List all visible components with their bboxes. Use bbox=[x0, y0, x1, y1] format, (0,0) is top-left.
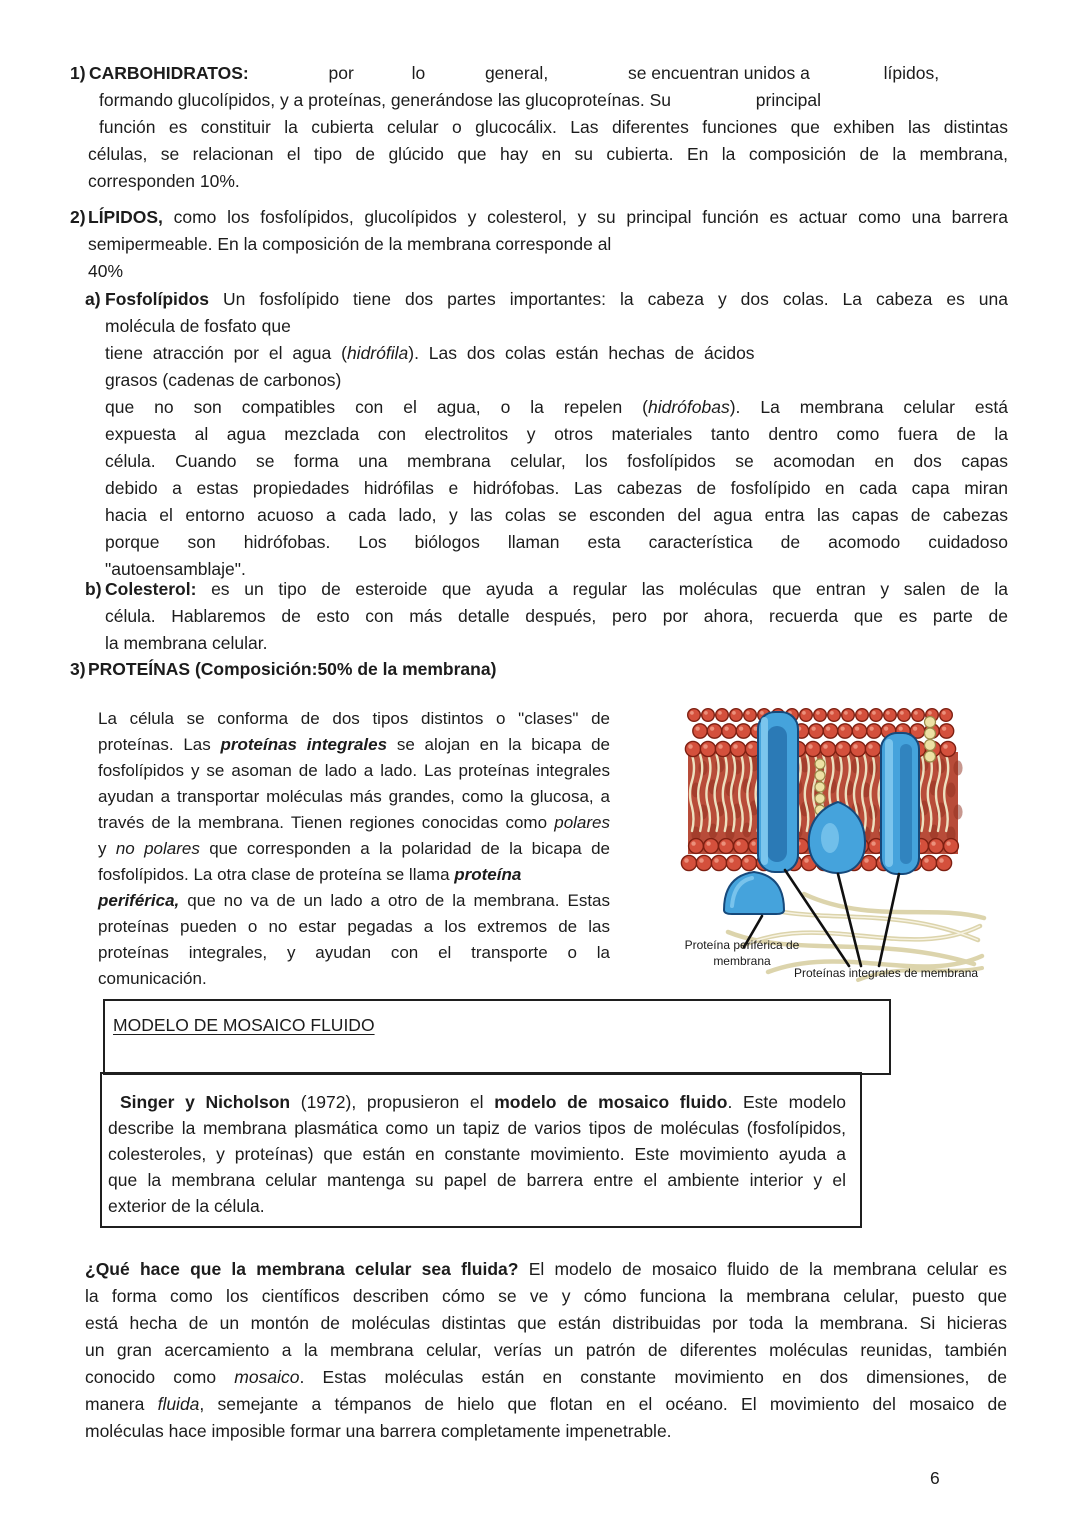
text-line: está hecha de un montón de moléculas distintas que están distribuidas por toda la membrana. Si hicieras bbox=[85, 1313, 1007, 1333]
text-line: semipermeable. En la composición de la membrana corresponde al bbox=[88, 234, 612, 254]
text-line: células, se relacionan el tipo de glúcido que hay en su cubierta. En la composición de la membrana, bbox=[88, 144, 1008, 164]
text-line: manera fluida, semejante a témpanos de hielo que flotan en el océano. El movimiento del mosaico de bbox=[85, 1394, 1007, 1414]
text-line: célula. Hablaremos de esto con más detalle después, pero por ahora, recuerda que es parte de bbox=[105, 606, 1008, 626]
text-line: tiene atracción por el agua (hidrófila). Las dos colas están hechas de ácidos bbox=[105, 343, 755, 363]
text-line: través de la membrana. Tienen regiones conocidas como polares bbox=[98, 813, 610, 832]
text-line: 40% bbox=[88, 261, 124, 281]
text-line: corresponden 10%. bbox=[88, 171, 240, 191]
text-line: la membrana celular. bbox=[105, 633, 268, 653]
list-marker: 2) bbox=[70, 207, 86, 227]
singer-nicholson-box bbox=[100, 1072, 862, 1228]
text-line: periférica, que no va de un lado a otro de la membrana. Estas bbox=[98, 891, 610, 910]
list-marker: b) bbox=[85, 579, 102, 599]
membrane-figure bbox=[672, 700, 988, 992]
text-line: ¿Qué hace que la membrana celular sea fluida? El modelo de mosaico fluido de la membrana celular es bbox=[85, 1259, 1007, 1279]
text-line: fosfolípidos. La otra clase de proteína se llama proteína bbox=[98, 865, 522, 884]
text-line: proteínas. Las proteínas integrales se alojan en la bicapa de bbox=[98, 735, 610, 754]
text-line: CARBOHIDRATOS: por lo general, se encuentran unidos a lípidos, bbox=[89, 63, 940, 83]
figure-label-integral-proteins: Proteínas integrales de membrana bbox=[794, 966, 979, 980]
page-number: 6 bbox=[930, 1468, 940, 1488]
list-marker: 3) bbox=[70, 659, 86, 679]
text-line: exterior de la célula. bbox=[108, 1196, 265, 1216]
text-line: célula. Cuando se forma una membrana celular, los fosfolípidos se acomodan en dos capas bbox=[105, 451, 1008, 471]
text-line: que la membrana celular mantenga su papel de barrera entre el ambiente interior y el bbox=[108, 1170, 846, 1190]
text-line: comunicación. bbox=[98, 969, 207, 988]
text-line: MODELO DE MOSAICO FLUIDO bbox=[113, 1015, 375, 1035]
text-line: LÍPIDOS, como los fosfolípidos, glucolípidos y colesterol, y su principal función es actuar como una barrera bbox=[88, 207, 1008, 227]
text-line: Fosfolípidos Un fosfolípido tiene dos partes importantes: la cabeza y dos colas. La cabeza es una bbox=[105, 289, 1008, 309]
text-line: un gran acercamiento a la membrana celular, verías un patrón de diferentes moléculas reunidas, también bbox=[85, 1340, 1007, 1360]
modelo-mosaico-box bbox=[103, 999, 891, 1075]
text-line: grasos (cadenas de carbonos) bbox=[105, 370, 342, 390]
text-line: Colesterol: es un tipo de esteroide que ayuda a regular las moléculas que entran y salen de la bbox=[105, 579, 1008, 599]
figure-label-peripheral-protein: Proteína periférica de membrana bbox=[684, 938, 800, 968]
text-line: "autoensamblaje". bbox=[105, 559, 246, 579]
text-line: PROTEÍNAS (Composición:50% de la membrana) bbox=[88, 659, 497, 679]
text-line: la forma como los científicos describen cómo se ve y cómo funciona la membrana celular, puesto que bbox=[85, 1286, 1007, 1306]
text-line: fosfolípidos y se asoman de lado a lado. Las proteínas integrales bbox=[98, 761, 610, 780]
text-line: proteínas integrales, y ayudan con el transporte o la bbox=[98, 943, 610, 962]
text-line: ayudan a transportar moléculas más grandes, como la glucosa, a bbox=[98, 787, 610, 806]
text-line: Singer y Nicholson (1972), propusieron el modelo de mosaico fluido. Este modelo bbox=[120, 1092, 847, 1112]
text-line: expuesta al agua mezclada con electrolitos y otros materiales tanto dentro como fuera de la bbox=[105, 424, 1008, 444]
text-line: función es constituir la cubierta celular o glucocálix. Las diferentes funciones que exhiben las distintas bbox=[99, 117, 1008, 137]
text-line: describe la membrana plasmática como un tapiz de varios tipos de moléculas (fosfolípidos, bbox=[108, 1118, 846, 1138]
text-line: formando glucolípidos, y a proteínas, generándose las glucoproteínas. Su principal bbox=[99, 90, 821, 110]
list-marker: a) bbox=[85, 289, 101, 309]
text-line: La célula se conforma de dos tipos distintos o "clases" de bbox=[98, 709, 610, 728]
text-line: conocido como mosaico. Estas moléculas están en constante movimiento en dos dimensiones, de bbox=[85, 1367, 1007, 1387]
text-line: hacia el entorno acuoso a cada lado, y las colas se esconden del agua entra las capas de cabezas bbox=[105, 505, 1008, 525]
text-line: moléculas hace imposible formar una barrera completamente impenetrable. bbox=[85, 1421, 672, 1441]
list-marker: 1) bbox=[70, 63, 86, 83]
text-line: y no polares que corresponden a la polaridad de la bicapa de bbox=[98, 839, 610, 858]
text-line: que no son compatibles con el agua, o la repelen (hidrófobas). La membrana celular está bbox=[105, 397, 1008, 417]
text-line: proteínas pueden o no estar pegadas a los extremos de las bbox=[98, 917, 610, 936]
text-line: porque son hidrófobas. Los biólogos llaman esta característica de acomodo cuidadoso bbox=[105, 532, 1008, 552]
text-line: debido a estas propiedades hidrófilas e hidrófobas. Las cabezas de fosfolípido en cada capa miran bbox=[105, 478, 1008, 498]
text-line: colesteroles, y proteínas) que están en constante movimiento. Este movimiento ayuda a bbox=[108, 1144, 846, 1164]
text-line: molécula de fosfato que bbox=[105, 316, 291, 336]
